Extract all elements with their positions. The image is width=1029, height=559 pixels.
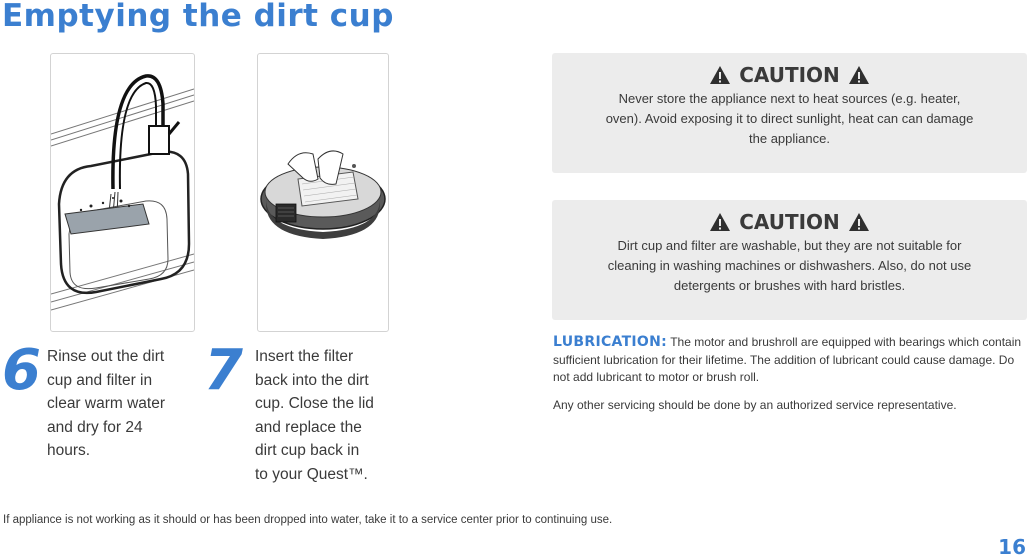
step-number: 7 xyxy=(204,338,243,403)
step-line: cup. Close the lid xyxy=(255,395,374,412)
step-line: cup and filter in xyxy=(47,371,153,389)
caution-box-heat xyxy=(552,53,1027,173)
lubrication-section xyxy=(553,334,1027,387)
caution-title: CAUTION xyxy=(739,63,840,87)
caution-box-washing xyxy=(552,200,1027,320)
warning-triangle-icon xyxy=(848,212,870,232)
page-number: 16 xyxy=(998,535,1026,559)
step-line: and replace the xyxy=(255,418,362,436)
caution-heading xyxy=(552,62,1027,88)
step-line: clear warm water xyxy=(47,395,165,412)
robot-vacuum-filter-icon xyxy=(258,54,388,331)
step-line: Rinse out the dirt xyxy=(47,348,165,365)
step-6-illustration xyxy=(50,53,195,332)
step-line: back into the dirt xyxy=(255,371,369,389)
lubrication-heading: LUBRICATION: xyxy=(553,334,668,350)
step-7-text xyxy=(255,345,405,486)
caution-body: Dirt cup and filter are washable, but they are not suitable for cleaning in washing machines or dishwashers. Also, do not use detergents or brushes with hard bristles. xyxy=(607,238,972,293)
step-number: 6 xyxy=(2,338,41,403)
step-line: hours. xyxy=(47,442,91,459)
footer-note: If appliance is not working as it should or has been dropped into water, take it to a service center prior to continuing use. xyxy=(3,514,613,526)
caution-heading xyxy=(552,209,1027,235)
faucet-rinsing-filter-icon xyxy=(51,54,194,331)
warning-triangle-icon xyxy=(709,212,731,232)
step-6-text xyxy=(47,345,197,463)
step-7-illustration xyxy=(257,53,389,332)
step-line: Insert the filter xyxy=(255,348,354,365)
servicing-note: Any other servicing should be done by an authorized service representative. xyxy=(553,398,957,412)
step-line: dirt cup back in xyxy=(255,442,360,459)
page-title: Emptying the dirt cup xyxy=(2,0,394,34)
step-line: and dry for 24 xyxy=(47,418,143,436)
warning-triangle-icon xyxy=(709,65,731,85)
warning-triangle-icon xyxy=(848,65,870,85)
caution-title: CAUTION xyxy=(739,210,840,234)
step-line: to your Quest™. xyxy=(255,465,368,483)
caution-body: Never store the appliance next to heat sources (e.g. heater, oven). Avoid exposing it to direct sunlight, heat can can damage the appliance. xyxy=(605,91,974,146)
lubrication-text: The motor and brushroll are equipped with bearings which contain sufficient lubrication for their lifetime. The addition of lubricant could cause damage. Do not add lubricant to motor or brush roll. xyxy=(553,335,1022,384)
